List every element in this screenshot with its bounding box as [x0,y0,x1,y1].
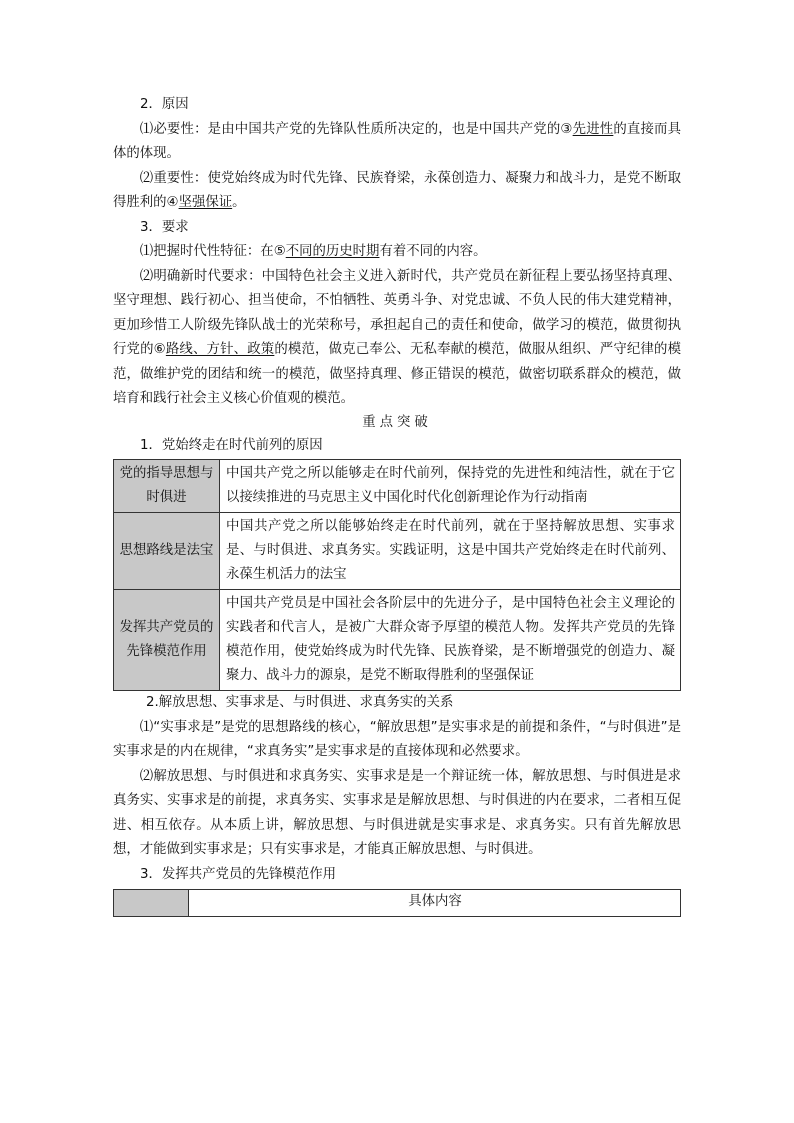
table-row-content: 中国共产党之所以能够始终走在时代前列，就在于坚持解放思想、实事求是、与时俱进、求真务实。实践证明，这是中国共产党始终走在时代前列、永葆生机活力的法宝 [220,513,681,590]
paragraph-era-features [113,240,681,265]
answer-underline: 路线、方针、政策 [165,342,275,357]
key-breakthrough-title: 重点突破 [362,414,432,430]
text: ⑴必要性：是由中国共产党的先锋队性质所决定的，也是中国共产党的③ [139,121,573,137]
paragraph-new-era-requirements [113,265,681,412]
text: 有着不同的内容。 [379,244,487,259]
subheading-relationship: 2.解放思想、实事求是、与时俱进、求真务实的关系 [146,695,454,710]
paragraph-importance [113,167,681,216]
subheading-vanguard-role: 3．发挥共产党员的先锋模范作用 [140,866,336,882]
paragraph-relationship-2: ⑵解放思想、与时俱进和求真务实、实事求是是一个辩证统一体，解放思想、与时俱进是求真务实、实事求是的前提，求真务实、实事求是是解放思想、与时俱进的内在要求，二者相互促进、相互依存。从本质上讲，解放思想、与时俱进就是实事求是、求真务实。只有首先解放思想，才能做到实事求是；只有实事求是，才能真正解放思想、与时俱进。 [113,768,681,857]
reasons-table [113,459,681,691]
text: 的模范，做克己奉公、无私奉献的模范，做服从组织、严守纪律的模范，做维护党的团结和统一的模范，做坚持真理、修正错误的模范，做密切联系群众的模范，做培育和践行社会主义核心价值观的模范。 [113,342,681,406]
table-row-label: 党的指导思想与时俱进 [114,460,220,513]
subheading-reasons-forefront: 1．党始终走在时代前列的原因 [140,437,323,453]
table-row-content: 中国共产党之所以能够走在时代前列，保持党的先进性和纯洁性，就在于它以接续推进的马克思主义中国化时代化创新理论作为行动指南 [220,460,681,513]
table-row [114,590,681,691]
text: ⑴把握时代性特征：在⑤ [139,244,286,259]
text: ⑵明确新时代要求：中国特色社会主义进入新时代，共产党员在新征程上要弘扬坚持真理、坚守理想、践行初心、担当使命，不怕牺牲、英勇斗争、对党忠诚、不负人民的伟大建党精神，更加珍惜工人阶级先锋队战士的光荣称号，承担起自己的责任和使命，做学习的模范，做贯彻执行党的⑥ [113,268,681,357]
paragraph-necessity [113,118,681,167]
section-heading-requirements: 3．要求 [140,219,189,235]
table-header-specific-content: 具体内容 [189,890,681,917]
table-header-empty-cell [114,890,189,917]
paragraph-relationship-1: ⑴“实事求是”是党的思想路线的核心，“解放思想”是实事求是的前提和条件，“与时俱进”是实事求是的内在规律，“求真务实”是实事求是的直接体现和必然要求。 [113,719,681,759]
answer-underline: 坚强保证 [178,195,233,210]
text: 。 [232,195,246,210]
answer-underline: 不同的历史时期 [285,244,380,259]
table-row [114,513,681,590]
table-row [114,890,681,917]
vanguard-role-table [113,889,681,917]
table-row-content: 中国共产党员是中国社会各阶层中的先进分子，是中国特色社会主义理论的实践者和代言人，是被广大群众寄予厚望的模范人物。发挥共产党员的先锋模范作用，使党始终成为时代先锋、民族脊梁，是不断增强党的创造力、凝聚力、战斗力的源泉，是党不断取得胜利的坚强保证 [220,590,681,691]
document-content [113,93,681,917]
table-row-label: 发挥共产党员的先锋模范作用 [114,590,220,691]
text: 的直接而具体的体现。 [113,121,682,161]
answer-underline: 先进性 [572,121,614,137]
table-row [114,460,681,513]
section-heading-reasons: 2．原因 [140,97,189,112]
text: ⑵重要性：使党始终成为时代先锋、民族脊梁，永葆创造力、凝聚力和战斗力，是党不断取得胜利的④ [113,170,681,210]
table-row-label: 思想路线是法宝 [114,513,220,590]
